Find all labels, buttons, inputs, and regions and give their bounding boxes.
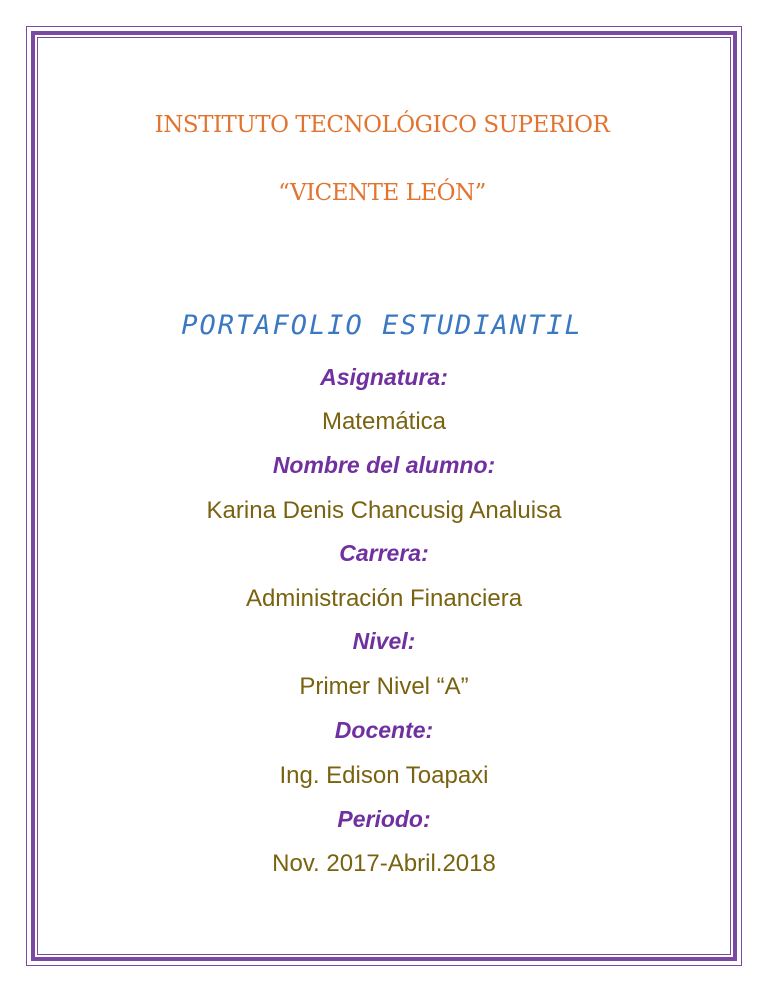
level-value: Primer Nivel “A” (299, 673, 469, 700)
career-label: Carrera: (339, 540, 429, 566)
institution-name: INSTITUTO TECNOLÓGICO SUPERIOR (154, 112, 610, 138)
subject-value: Matemática (321, 408, 447, 435)
period-label: Periodo: (337, 806, 431, 832)
period-value: Nov. 2017-Abril.2018 (272, 850, 496, 877)
level-label: Nivel: (352, 628, 416, 654)
subject-label: Asignatura: (320, 364, 448, 390)
institution-subname: “VICENTE LEÓN” (278, 180, 486, 206)
teacher-label: Docente: (334, 717, 434, 743)
career-value: Administración Financiera (245, 585, 523, 612)
teacher-value: Ing. Edison Toapaxi (279, 762, 489, 789)
student-name-label: Nombre del alumno: (272, 452, 496, 478)
student-name-value: Karina Denis Chancusig Analuisa (206, 497, 562, 524)
document-title: PORTAFOLIO ESTUDIANTIL (181, 310, 583, 341)
